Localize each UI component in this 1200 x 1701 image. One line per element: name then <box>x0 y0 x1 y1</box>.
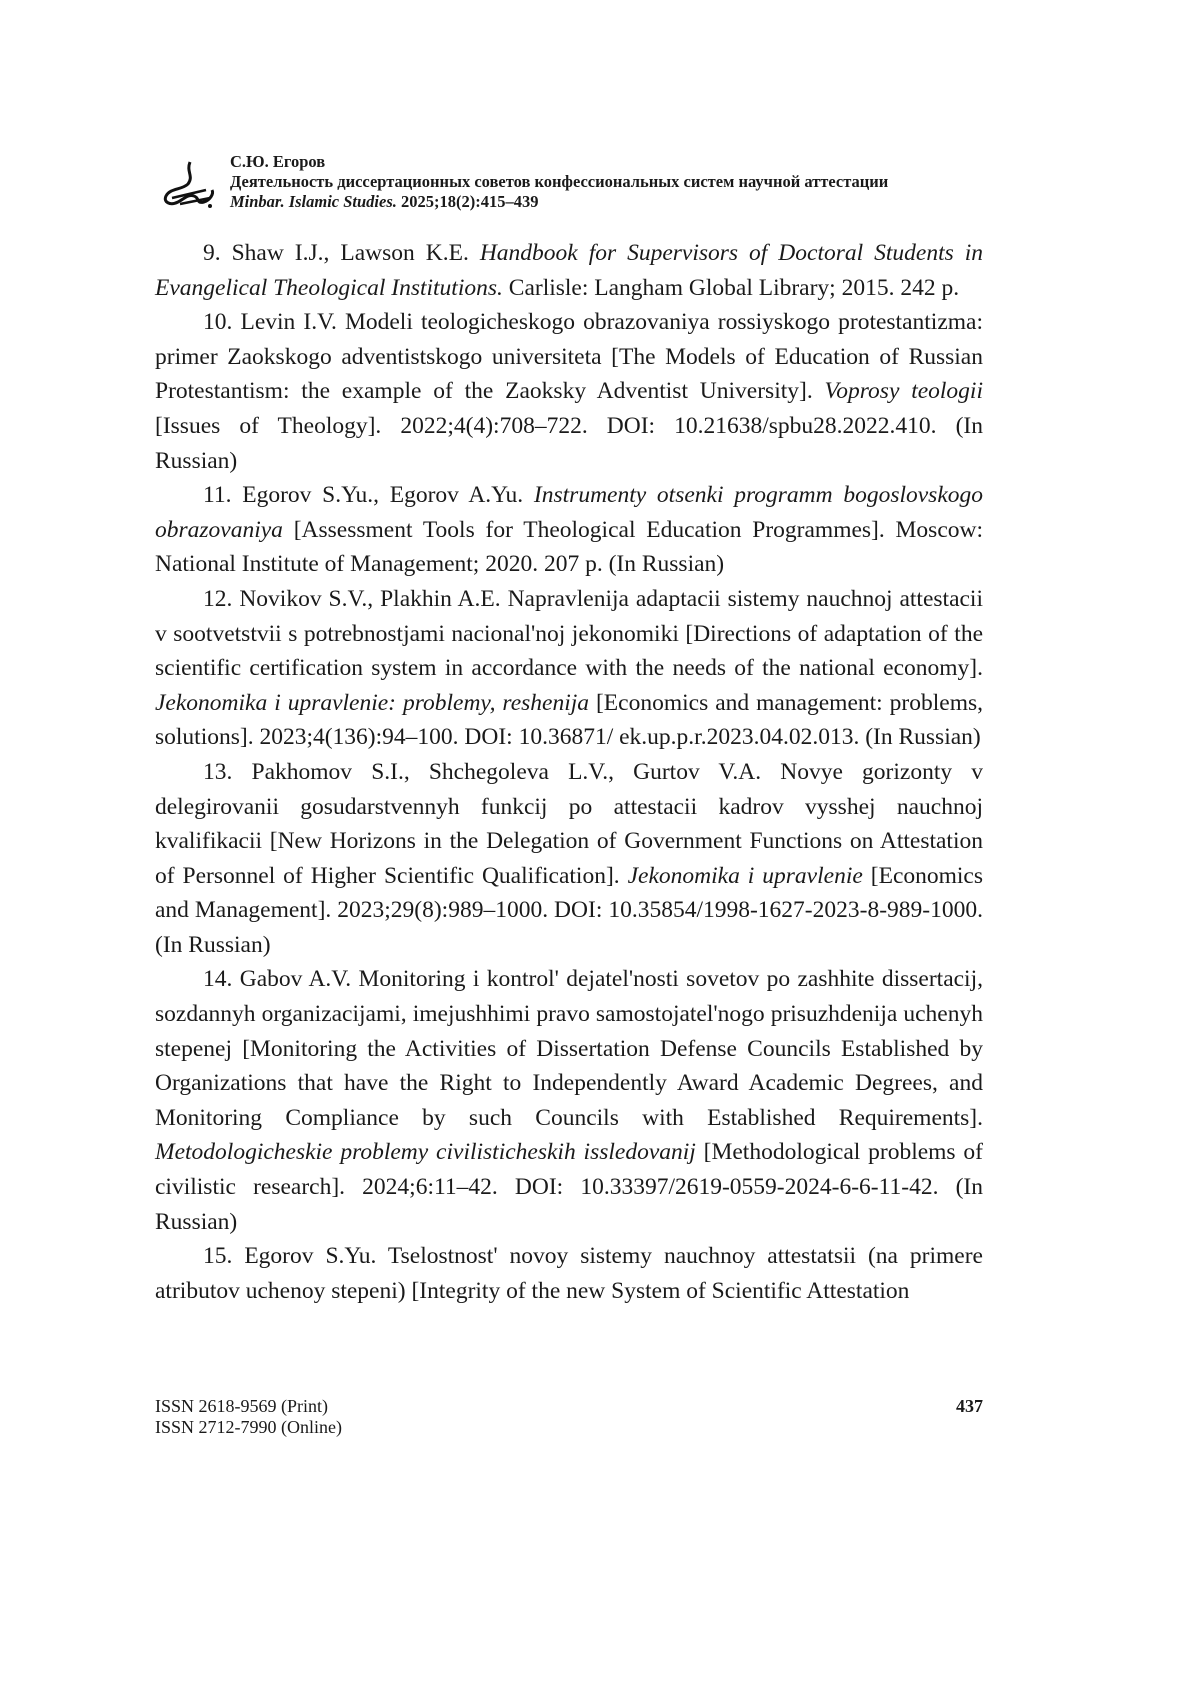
reference-text: 10. Levin I.V. Modeli teologicheskogo obrazovaniya rossiyskogo protestantizma: primer Zaokskogo adventistskogo universiteta [The Models of Education of Russian Protestantism: the example of the Zaoksky Adventist University]. <box>155 309 983 404</box>
reference-item <box>155 478 983 582</box>
reference-source-title: Handbook for Supervisors of Doctoral Students in Evangelical Theological Institutions. <box>155 240 983 301</box>
reference-source-title: Voprosy teologii <box>825 378 983 404</box>
reference-text: 12. Novikov S.V., Plakhin A.E. Napravlenija adaptacii sistemy nauchnoj attestacii v sootvetstvii s potrebnostjami nacional'noj jekonomiki [Directions of adaptation of the scientific certification system in accordance with the needs of the national economy]. <box>155 586 983 681</box>
reference-text: [Methodological problems of civilistic research]. 2024;6:11–42. DOI: 10.33397/2619-0559-2024-6-6-11-42. (In Russian) <box>155 1139 983 1234</box>
reference-text: 15. Egorov S.Yu. Tselostnost' novoy sistemy nauchnoy attestatsii (na primere atributov uchenoy stepeni) [Integrity of the new System of Scientific Attestation <box>155 1243 983 1304</box>
header-author: С.Ю. Егоров <box>230 152 888 172</box>
issn-print: ISSN 2618-9569 (Print) <box>155 1396 983 1417</box>
header-citation: 2025;18(2):415–439 <box>401 192 538 211</box>
page-footer <box>155 1396 983 1438</box>
reference-text: [Economics and Management]. 2023;29(8):989–1000. DOI: 10.35854/1998-1627-2023-8-989-1000. (In Russian) <box>155 863 983 958</box>
reference-text: [Issues of Theology]. 2022;4(4):708–722. DOI: 10.21638/spbu28.2022.410. (In Russian) <box>155 413 983 474</box>
header-journal: Minbar. Islamic Studies. <box>230 192 397 211</box>
reference-text: Carlisle: Langham Global Library; 2015. 242 p. <box>503 275 959 301</box>
reference-item <box>155 962 983 1239</box>
reference-source-title: Jekonomika i upravlenie <box>628 863 863 889</box>
reference-item <box>155 582 983 755</box>
reference-source-title: Instrumenty otsenki programm bogoslovskogo obrazovaniya <box>155 482 983 543</box>
reference-item <box>155 305 983 478</box>
reference-text: [Economics and management: problems, solutions]. 2023;4(136):94–100. DOI: 10.36871/ ek.up.p.r.2023.04.02.013. (In Russian) <box>155 690 983 751</box>
reference-item <box>155 1239 983 1308</box>
reference-item <box>155 236 983 305</box>
issn-online: ISSN 2712-7990 (Online) <box>155 1417 983 1438</box>
reference-source-title: Jekonomika i upravlenie: problemy, reshenija <box>155 690 589 716</box>
reference-text: 9. Shaw I.J., Lawson K.E. <box>203 240 480 266</box>
page-number: 437 <box>956 1396 983 1417</box>
reference-source-title: Metodologicheskie problemy civilisticheskih issledovanij <box>155 1139 696 1165</box>
reference-list <box>155 236 983 1308</box>
reference-text: [Assessment Tools for Theological Education Programmes]. Moscow: National Institute of Management; 2020. 207 p. (In Russian) <box>155 517 983 578</box>
reference-item <box>155 755 983 963</box>
minbar-logo-icon <box>160 160 218 210</box>
header-article-title: Деятельность диссертационных советов конфессиональных систем научной аттестации <box>230 172 888 192</box>
reference-text: 13. Pakhomov S.I., Shchegoleva L.V., Gurtov V.A. Novye gorizonty v delegirovanii gosudarstvennyh funkcij po attestacii kadrov vysshej nauchnoj kvalifikacii [New Horizons in the Delegation of Government Functions on Attestation of Personnel of Higher Scientific Qualification]. <box>155 759 983 889</box>
reference-text: 14. Gabov A.V. Monitoring i kontrol' dejatel'nosti sovetov po zashhite dissertacij, sozdannyh organizacijami, imejushhimi pravo samostojatel'nogo prisuzhdenija uchenyh stepenej [Monitoring the Activities of Dissertation Defense Councils Established by Organizations that have the Right to Independently Award Academic Degrees, and Monitoring Compliance by such Councils with Established Requirements]. <box>155 966 983 1130</box>
reference-text: 11. Egorov S.Yu., Egorov A.Yu. <box>203 482 534 508</box>
